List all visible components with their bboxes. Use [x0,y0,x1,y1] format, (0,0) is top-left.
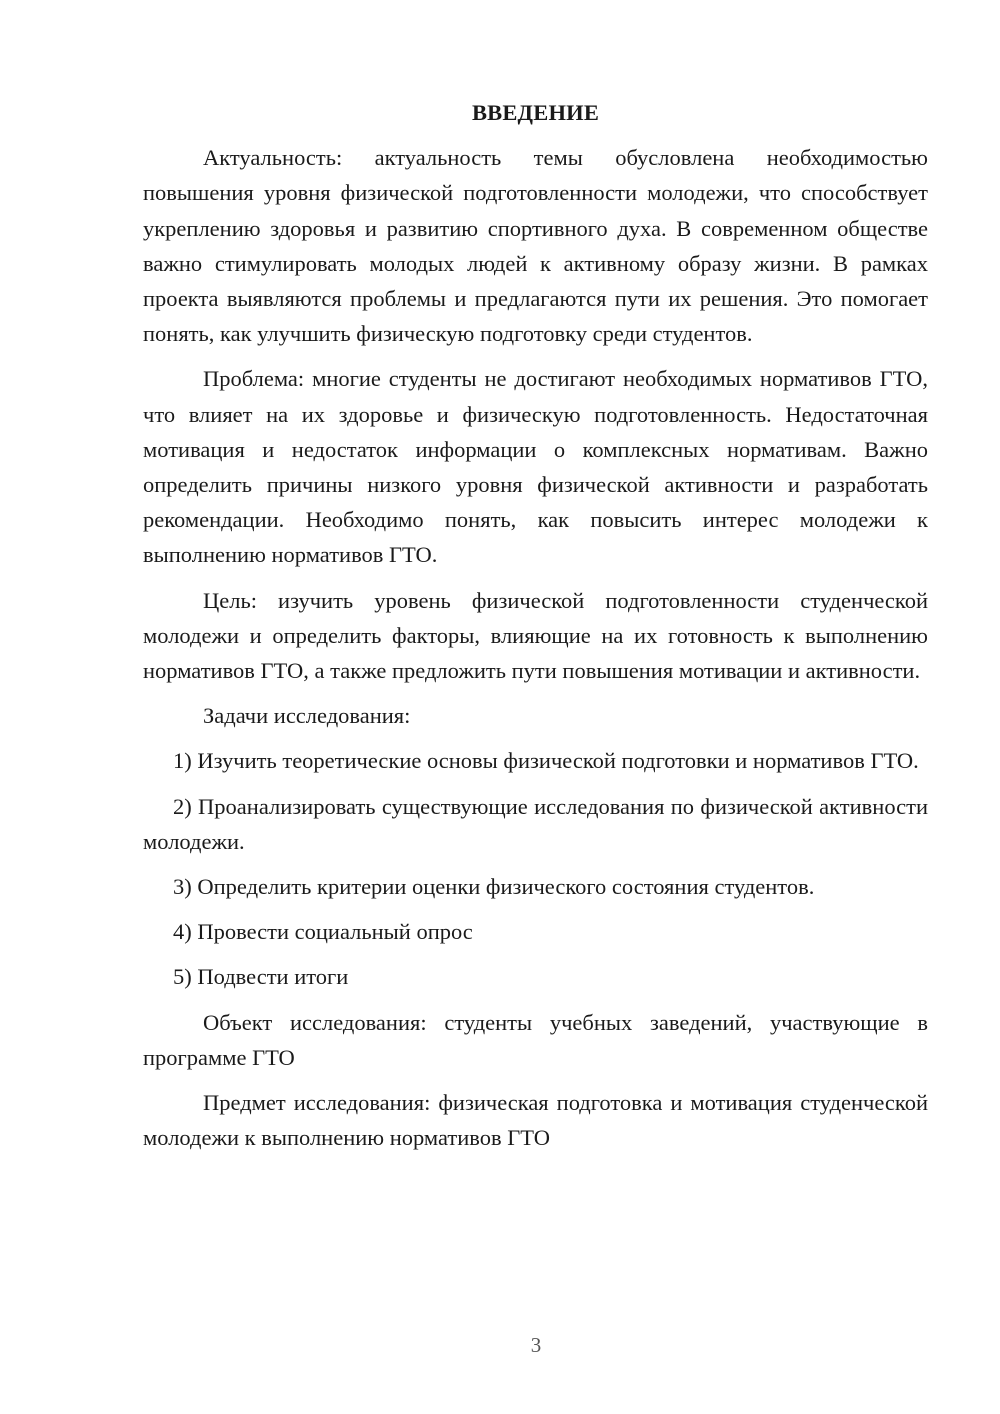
paragraph-goal: Цель: изучить уровень физической подготовленности студенческой молодежи и определить факторы, влияющие на их готовность к выполнению нормативов ГТО, а также предложить пути повышения мотивации и активности. [143,587,928,684]
paragraph-object: Объект исследования: студенты учебных заведений, участвующие в программе ГТО [143,1009,928,1070]
list-item: 1) Изучить теоретические основы физической подготовки и нормативов ГТО. [173,748,919,774]
list-item: 4) Провести социальный опрос [173,919,473,945]
paragraph-problem: Проблема: многие студенты не достигают необходимых нормативов ГТО, что влияет на их здоровье и физическую подготовленность. Недостаточная мотивация и недостаток информации о комплексных нормативам. Важно определить причины низкого уровня физической активности и разработать рекомендации. Необходимо понять, как повысить интерес молодежи к выполнению нормативов ГТО. [143,366,928,568]
paragraph-relevance: Актуальность: актуальность темы обусловлена необходимостью повышения уровня физической подготовленности молодежи, что способствует укреплению здоровья и развитию спортивного духа. В современном обществе важно стимулировать молодых людей к активному образу жизни. В рамках проекта выявляются проблемы и предлагаются пути их решения. Это помогает понять, как улучшить физическую подготовку среди студентов. [143,145,928,347]
document-page [143,95,928,1165]
list-item: 2) Проанализировать существующие исследования по физической активности молодежи. [143,793,928,854]
tasks-heading: Задачи исследования: [203,703,411,729]
page-title: ВВЕДЕНИЕ [471,100,600,125]
list-item: 3) Определить критерии оценки физического состояния студентов. [173,874,815,900]
tasks-list [143,743,928,994]
page-number: 3 [530,1333,542,1357]
paragraph-subject: Предмет исследования: физическая подготовка и мотивация студенческой молодежи к выполнению нормативов ГТО [143,1090,928,1151]
list-item: 5) Подвести итоги [173,964,349,990]
